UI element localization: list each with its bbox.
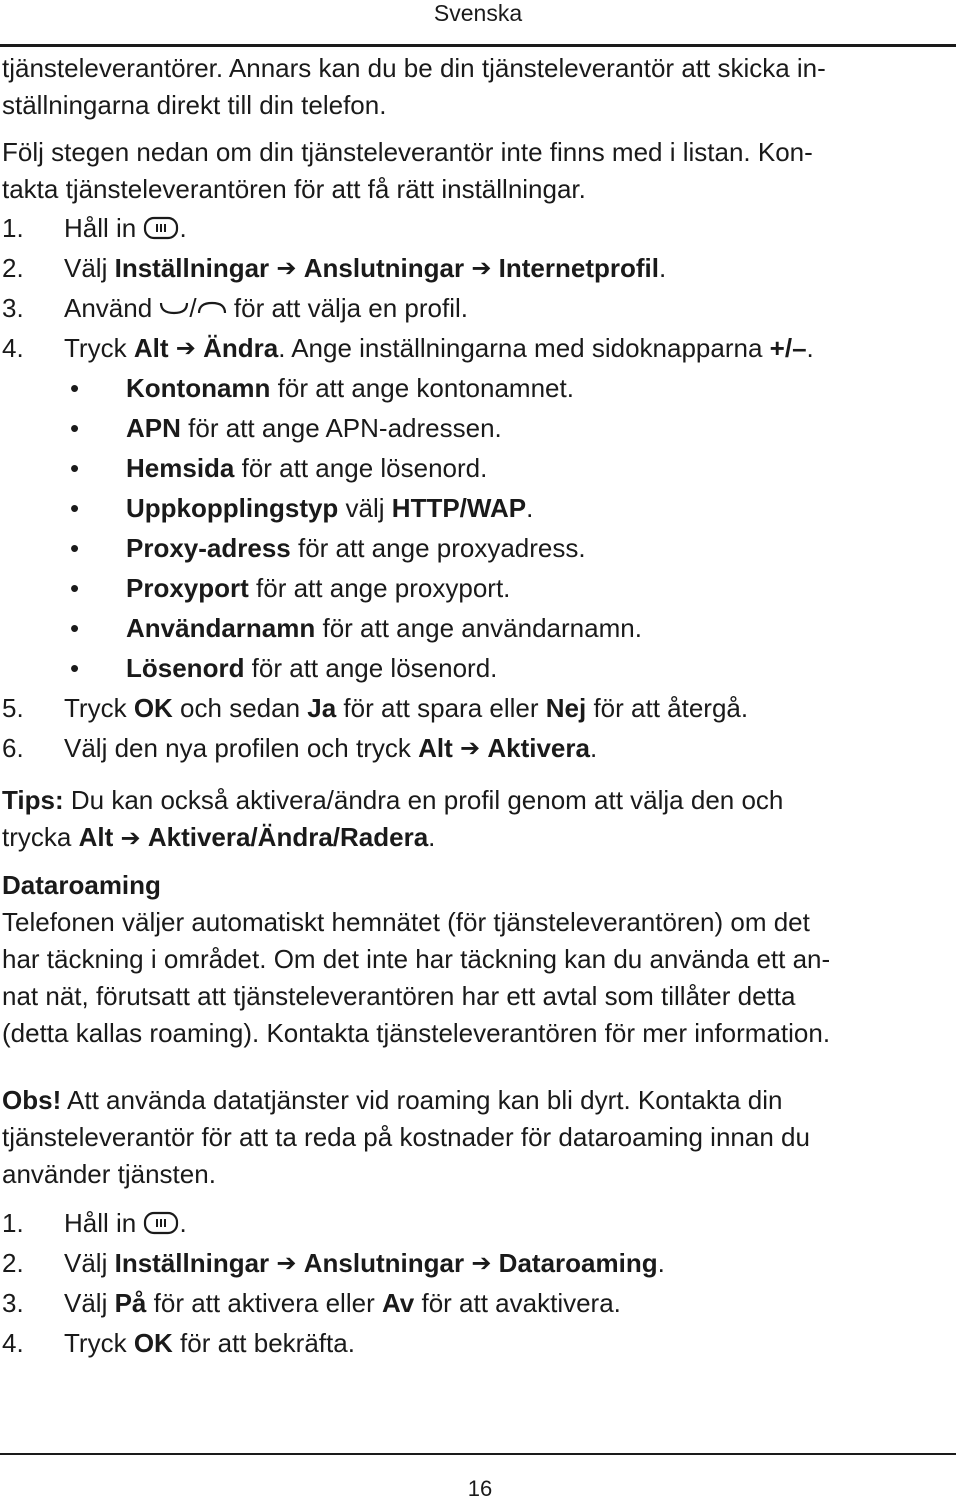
footer-divider	[0, 1453, 956, 1455]
arrow-right-icon: ➔	[276, 254, 297, 282]
roaming-step-3-toggle: 3. Välj På för att aktivera eller Av för att avaktivera.	[2, 1287, 621, 1318]
roaming-step-2-select: 2. Välj Inställningar ➔ Anslutningar ➔ Dataroaming .	[2, 1243, 952, 1283]
page-content	[2, 50, 952, 1363]
list-item: • Proxyport för att ange proxyport.	[70, 572, 511, 603]
list-item: • Användarnamn för att ange användarnamn.	[70, 612, 642, 643]
header-divider	[0, 44, 956, 47]
arrow-right-icon: ➔	[460, 734, 481, 762]
tips-label: Tips:	[2, 785, 64, 815]
tips-line-1: Tips: Du kan också aktivera/ändra en profil genom att välja den och	[2, 785, 784, 815]
intro-line-2: ställningarna direkt till din telefon.	[2, 90, 387, 120]
arrow-right-icon: ➔	[471, 254, 492, 282]
obs-label: Obs!	[2, 1085, 62, 1115]
softkey-left-icon	[159, 300, 189, 316]
list-item: • Lösenord för att ange lösenord.	[70, 652, 498, 683]
menu-key-icon	[143, 216, 179, 240]
obs-line-1: Obs! Att använda datatjänster vid roaming kan bli dyrt. Kontakta din	[2, 1085, 783, 1115]
option-andra: Ändra	[203, 332, 279, 363]
menu-installningar: Inställningar	[114, 252, 270, 283]
step-3-use-softkeys: 3. Använd / för att välja en profil.	[2, 292, 469, 323]
settings-bullet-list	[2, 368, 952, 688]
intro-line-4: takta tjänsteleverantören för att få rätt inställningar.	[2, 174, 586, 204]
list-item: • Proxy-adress för att ange proxyadress.	[70, 532, 586, 563]
menu-key-icon	[143, 1211, 179, 1235]
step-6-activate: 6. Välj den nya profilen och tryck Alt ➔ Aktivera .	[2, 728, 952, 768]
obs-line-2: tjänsteleverantör för att ta reda på kostnader för dataroaming innan du	[2, 1122, 810, 1152]
obs-line-3: använder tjänsten.	[2, 1159, 216, 1189]
dataroaming-line-2: har täckning i området. Om det inte har täckning kan du använda ett an-	[2, 944, 831, 974]
list-item: • Kontonamn för att ange kontonamnet.	[70, 372, 574, 403]
page-number: 16	[467, 1476, 493, 1501]
list-item: • Hemsida för att ange lösenord.	[70, 452, 488, 483]
list-item: • Uppkopplingstyp välj HTTP/WAP.	[70, 492, 534, 523]
menu-internetprofil: Internetprofil	[498, 252, 660, 283]
list-item: • APN för att ange APN-adressen.	[70, 412, 502, 443]
step-5-confirm: 5. Tryck OK och sedan Ja för att spara eller Nej för att återgå.	[2, 692, 749, 723]
intro-line-3: Följ stegen nedan om din tjänsteleverantör inte finns med i listan. Kon-	[2, 137, 813, 167]
dataroaming-line-3: nat nät, förutsatt att tjänsteleverantören har ett avtal som tillåter detta	[2, 981, 796, 1011]
header-language: Svenska	[433, 0, 523, 26]
arrow-right-icon: ➔	[276, 1249, 297, 1277]
arrow-right-icon: ➔	[120, 825, 141, 852]
section-heading-dataroaming: Dataroaming	[2, 870, 161, 900]
roaming-step-1-hold: 1. Håll in .	[2, 1207, 187, 1238]
side-keys: +/–	[769, 332, 807, 363]
intro-line-1: tjänsteleverantörer. Annars kan du be din tjänsteleverantör att skicka in-	[2, 53, 826, 83]
arrow-right-icon: ➔	[175, 334, 196, 362]
menu-anslutningar: Anslutningar	[303, 252, 465, 283]
step-4-press-alt-edit: 4. Tryck Alt ➔ Ändra . Ange inställningarna med sidoknapparna +/– .	[2, 328, 952, 368]
softkey-right-icon	[197, 300, 227, 316]
option-alt: Alt	[133, 332, 169, 363]
step-1-hold: 1. Håll in .	[2, 212, 187, 243]
dataroaming-line-4: (detta kallas roaming). Kontakta tjänsteleverantören för mer information.	[2, 1018, 831, 1048]
roaming-step-4-confirm: 4. Tryck OK för att bekräfta.	[2, 1327, 355, 1358]
arrow-right-icon: ➔	[471, 1249, 492, 1277]
dataroaming-line-1: Telefonen väljer automatiskt hemnätet (för tjänsteleverantören) om det	[2, 907, 810, 937]
step-2-select-internetprofile: 2. Välj Inställningar ➔ Anslutningar ➔ Internetprofil .	[2, 248, 952, 288]
tips-line-2: trycka Alt ➔ Aktivera/Ändra/Radera.	[2, 822, 436, 852]
